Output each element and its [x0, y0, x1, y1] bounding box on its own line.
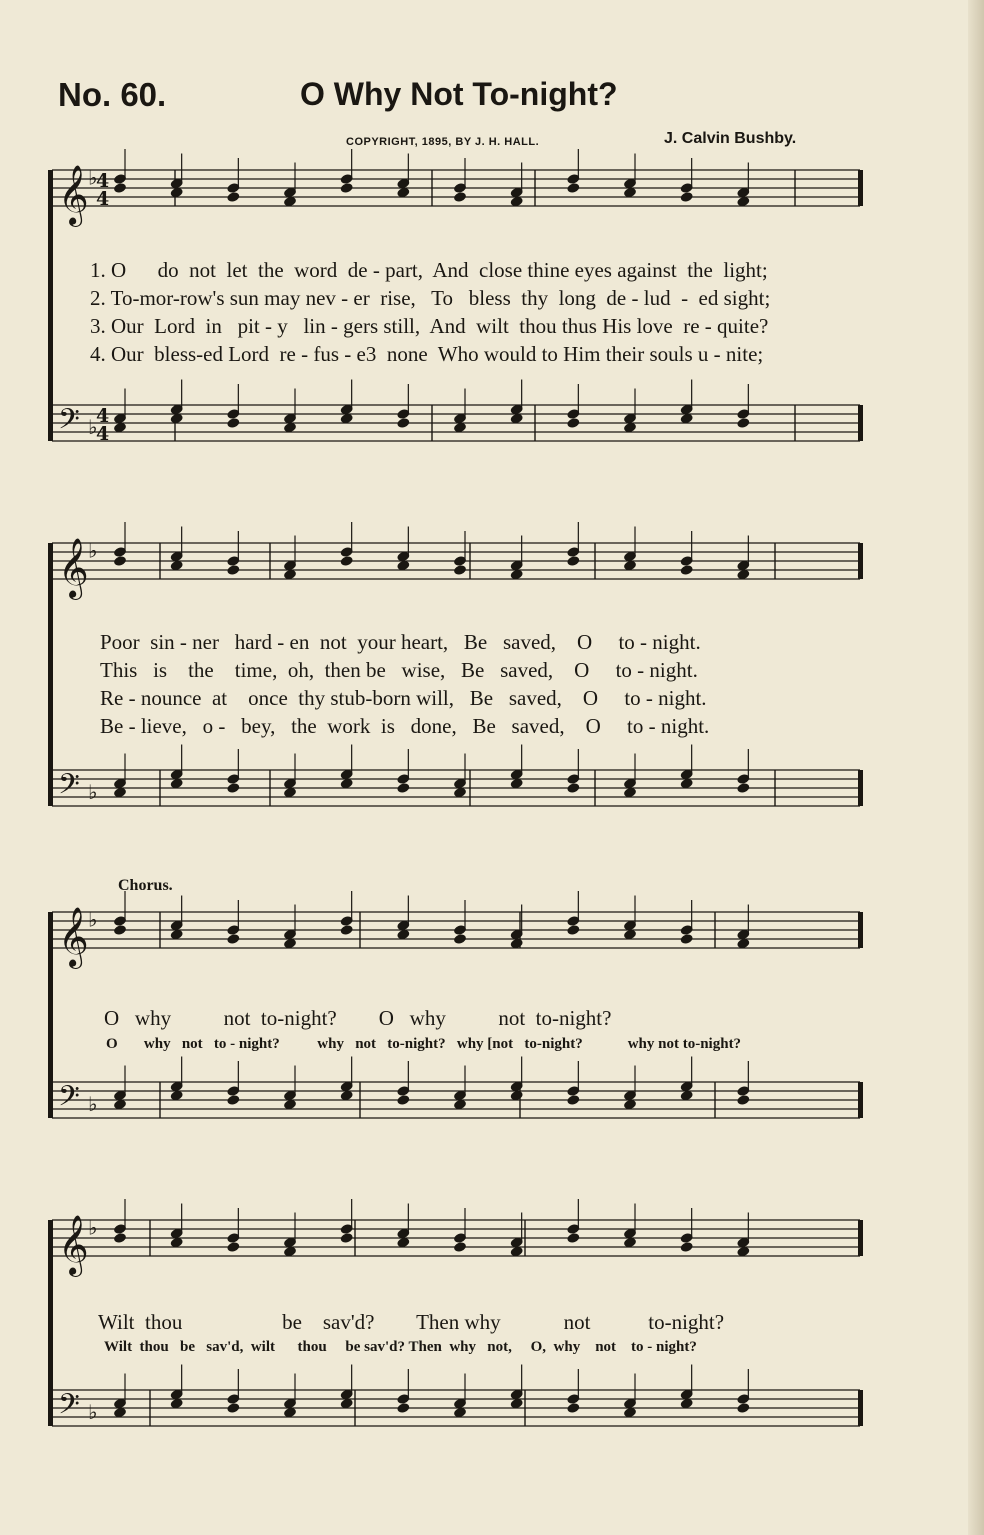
system-2-bass-note — [396, 782, 410, 794]
verse-4-line-a: 4. Our bless-ed Lord re - fus - e3 none Who would to Him their souls u - nite; — [90, 342, 764, 366]
key-flat: ♭ — [88, 1215, 98, 1240]
system-4-bass-note — [736, 1402, 750, 1414]
author-credit: J. Calvin Bushby. — [664, 130, 797, 147]
key-flat: ♭ — [88, 1091, 98, 1116]
system-4-treble-note — [113, 1232, 127, 1244]
time-signature-bass-lower: 4 — [96, 423, 110, 445]
system-2-bass-note — [566, 782, 580, 794]
end-bar — [858, 1082, 863, 1118]
end-bar — [858, 1220, 863, 1256]
system-3-treble-note — [340, 924, 354, 936]
system-4-bass-note — [226, 1402, 240, 1414]
time-signature-treble-lower: 4 — [96, 188, 110, 210]
system-1-treble-note — [566, 182, 580, 194]
system-4-treble-note — [340, 1232, 354, 1244]
time-signature-treble-upper: 4 — [96, 170, 110, 192]
system-2-treble-note — [566, 555, 580, 567]
end-bar — [858, 770, 863, 806]
verse-3-line-a: 3. Our Lord in pit - y lin - gers still, And wilt thou thus His love re - quite? — [90, 314, 769, 338]
system-1-treble-note — [226, 191, 240, 203]
system-4-treble-note — [226, 1241, 240, 1253]
system-4-treble-note — [566, 1232, 580, 1244]
system-1-bass-note — [736, 417, 750, 429]
verse-2-line-b: This is the time, oh, then be wise, Be saved, O to - night. — [100, 658, 698, 682]
chorus-lyrics-lower: O why not to - night? why not to-night? why [not to-night? why not to-night? — [106, 1036, 742, 1052]
system-1-bass-note — [226, 417, 240, 429]
end-bar — [858, 405, 863, 441]
key-flat: ♭ — [88, 907, 98, 932]
system-4-treble-note — [680, 1241, 694, 1253]
system-1-bass-note — [566, 417, 580, 429]
system-3-brace — [48, 912, 53, 1118]
verse-1-line-b: Poor sin - ner hard - en not your heart, Be saved, O to - night. — [100, 630, 701, 654]
bass-clef: 𝄢 — [58, 1388, 80, 1428]
copyright-notice: COPYRIGHT, 1895, BY J. H. HALL. — [346, 136, 540, 148]
bass-clef: 𝄢 — [58, 403, 80, 443]
treble-clef: 𝄞 — [58, 1215, 89, 1275]
final-lyrics-upper: Wilt thou be sav'd? Then why not to-night? — [98, 1310, 725, 1334]
treble-clef: 𝄞 — [58, 907, 89, 967]
system-3-treble-note — [453, 933, 467, 945]
system-4-treble-note — [453, 1241, 467, 1253]
system-3-bass-note — [226, 1094, 240, 1106]
key-flat: ♭ — [88, 538, 98, 563]
final-lyrics-lower: Wilt thou be sav'd, wilt thou be sav'd? Then why not, O, why not to - night? — [104, 1339, 697, 1355]
bass-clef: 𝄢 — [58, 768, 80, 808]
system-2-bass-note — [736, 782, 750, 794]
system-2-brace — [48, 543, 53, 806]
system-3-bass-note — [736, 1094, 750, 1106]
verse-1-line-a: 1. O do not let the word de - part, And close thine eyes against the light; — [90, 258, 768, 282]
treble-clef: 𝄞 — [58, 165, 89, 225]
system-2-treble-note — [453, 564, 467, 576]
system-2-treble-note — [226, 564, 240, 576]
end-bar — [858, 543, 863, 579]
verse-3-line-b: Re - nounce at once thy stub-born will, Be saved, O to - night. — [100, 686, 707, 710]
end-bar — [858, 1390, 863, 1426]
chorus-lyrics-upper: O why not to-night? O why not to-night? — [104, 1006, 612, 1030]
system-1-brace — [48, 170, 53, 441]
verse-4-line-b: Be - lieve, o - bey, the work is done, Be saved, O to - night. — [100, 714, 710, 738]
system-3-treble-note — [680, 933, 694, 945]
end-bar — [858, 912, 863, 948]
verse-2-line-a: 2. To-mor-row's sun may nev - er rise, To bless thy long de - lud - ed sight; — [90, 286, 771, 310]
system-1-bass-note — [396, 417, 410, 429]
system-1-treble-note — [680, 191, 694, 203]
chorus-label: Chorus. — [118, 877, 173, 894]
system-2-bass-note — [226, 782, 240, 794]
system-2-treble-note — [340, 555, 354, 567]
system-2-treble-note — [113, 555, 127, 567]
key-flat: ♭ — [88, 1399, 98, 1424]
hymn-number: No. 60. — [58, 76, 167, 113]
time-signature-bass-upper: 4 — [96, 405, 110, 427]
system-3-treble-note — [566, 924, 580, 936]
hymn-title: O Why Not To-night? — [300, 76, 618, 112]
system-3-bass-note — [566, 1094, 580, 1106]
system-4-brace — [48, 1220, 53, 1426]
system-1-treble-note — [113, 182, 127, 194]
system-4-bass-note — [396, 1402, 410, 1414]
bass-clef: 𝄢 — [58, 1080, 80, 1120]
system-2-treble-note — [680, 564, 694, 576]
treble-clef: 𝄞 — [58, 538, 89, 598]
end-bar — [858, 170, 863, 206]
system-3-treble-note — [113, 924, 127, 936]
key-flat: ♭ — [88, 779, 98, 804]
system-3-bass-note — [396, 1094, 410, 1106]
key-flat: ♭ — [88, 165, 98, 190]
system-1-treble-note — [340, 182, 354, 194]
system-4-bass-note — [566, 1402, 580, 1414]
system-3-treble-note — [226, 933, 240, 945]
key-flat: ♭ — [88, 414, 98, 439]
system-1-treble-note — [453, 191, 467, 203]
